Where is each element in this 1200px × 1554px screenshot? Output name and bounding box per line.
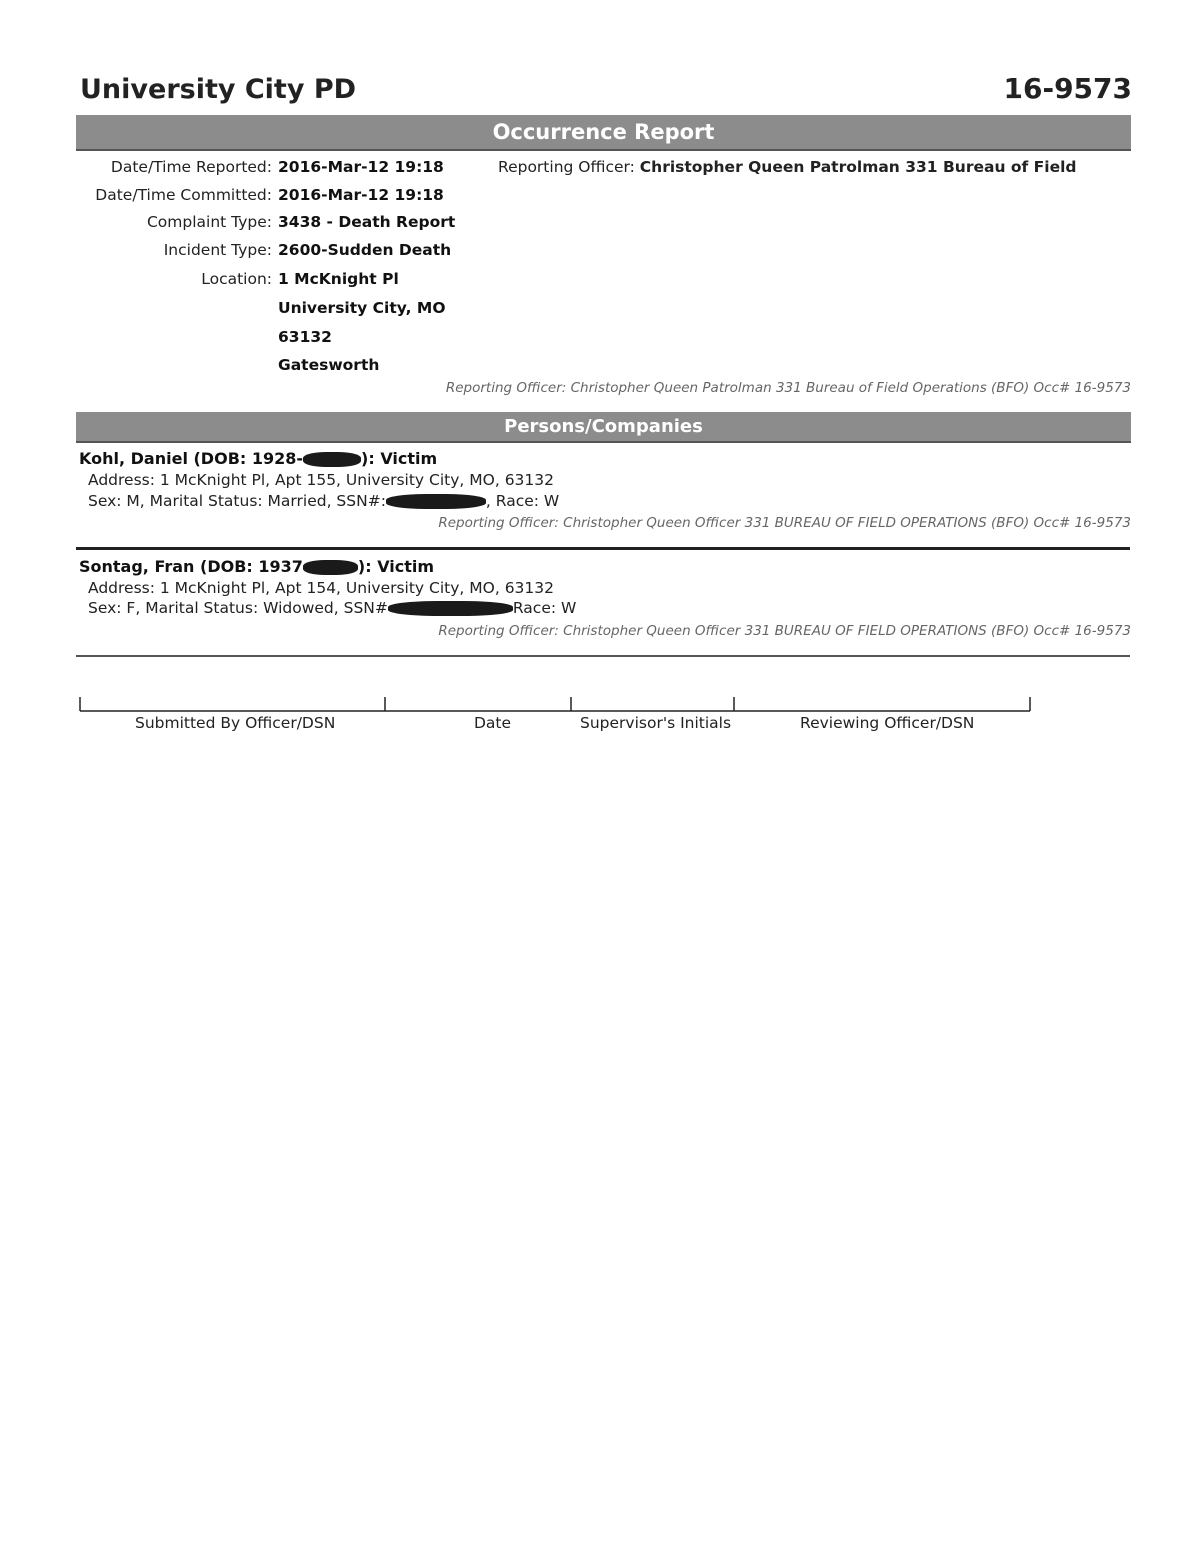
signature-lines <box>76 694 1036 714</box>
divider <box>76 655 1130 657</box>
person-name: Sontag, Fran (DOB: 1937 ): Victim <box>79 557 435 576</box>
occurrence-footer: Reporting Officer: Christopher Queen Patrolman 331 Bureau of Field Operations (BFO) Occ# 16-9573 <box>445 380 1131 396</box>
signature-label: Supervisor's Initials <box>580 714 732 732</box>
reporting-officer-value: Christopher Queen Patrolman 331 Bureau of Field <box>639 158 1077 176</box>
field-value: 2016-Mar-12 19:18 <box>278 186 444 204</box>
redaction <box>303 452 361 467</box>
signature-label: Reviewing Officer/DSN <box>800 714 975 732</box>
person-details: Sex: M, Marital Status: Married, SSN#: , Race: W <box>88 492 560 510</box>
persons-header: Persons/Companies <box>76 412 1131 443</box>
agency-name: University City PD <box>80 74 357 105</box>
person-name: Kohl, Daniel (DOB: 1928- ): Victim <box>79 449 438 468</box>
reporting-officer <box>498 158 1077 176</box>
reporting-officer-label: Reporting Officer: <box>498 158 635 176</box>
person-details: Sex: F, Marital Status: Widowed, SSN# Race: W <box>88 599 577 617</box>
field-label: Date/Time Committed: <box>95 186 272 204</box>
field-label: Location: <box>201 270 272 288</box>
person-officer: Reporting Officer: Christopher Queen Officer 331 BUREAU OF FIELD OPERATIONS (BFO) Occ# 16-9573 <box>438 623 1131 639</box>
field-value: 3438 - Death Report <box>278 213 456 231</box>
signature-label: Submitted By Officer/DSN <box>135 714 336 732</box>
occurrence-report-header: Occurrence Report <box>76 115 1131 151</box>
occurrence-number: 16-9573 <box>1003 72 1132 105</box>
signature-label: Date <box>474 714 512 732</box>
redaction <box>386 494 486 509</box>
field-value: 2016-Mar-12 19:18 <box>278 158 444 176</box>
person-address: Address: 1 McKnight Pl, Apt 154, University City, MO, 63132 <box>88 579 554 597</box>
field-label: Date/Time Reported: <box>110 158 272 176</box>
person-officer: Reporting Officer: Christopher Queen Officer 331 BUREAU OF FIELD OPERATIONS (BFO) Occ# 16-9573 <box>438 515 1131 531</box>
field-label: Incident Type: <box>163 241 272 259</box>
location-line: 63132 <box>278 328 332 346</box>
redaction <box>388 601 513 616</box>
field-value: 1 McKnight Pl <box>278 270 399 288</box>
field-value: 2600-Sudden Death <box>278 241 452 259</box>
divider <box>76 547 1130 550</box>
person-address: Address: 1 McKnight Pl, Apt 155, University City, MO, 63132 <box>88 471 554 489</box>
location-line: University City, MO <box>278 299 446 317</box>
field-label: Complaint Type: <box>146 213 272 231</box>
redaction <box>303 560 358 575</box>
location-line: Gatesworth <box>278 356 380 374</box>
